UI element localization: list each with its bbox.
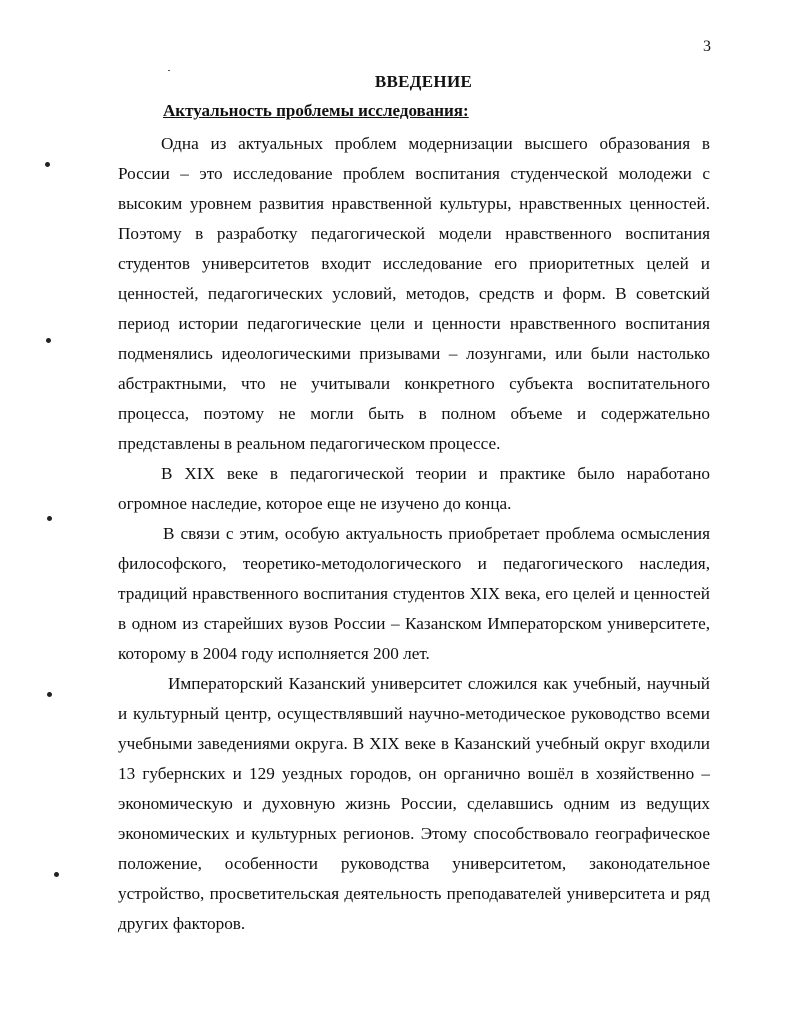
page-number: 3 xyxy=(703,38,711,55)
paragraph-3: В связи с этим, особую актуальность приобретает проблема осмысления философского, теоретико-методологического и педагогического наследия, традиций нравственного воспитания студентов XIX века, его целей и ценностей в одном из старейших вузов России – Казанском Императорском университете, которому в 2004 году исполняется 200 лет. xyxy=(118,524,710,663)
scan-dot xyxy=(47,516,52,521)
scan-speck xyxy=(168,70,170,71)
body-text xyxy=(118,129,710,939)
paragraph-1: Одна из актуальных проблем модернизации высшего образования в России – это исследование проблем воспитания студенческой молодежи с высоким уровнем развития нравственной культуры, нравственных ценностей. Поэтому в разработку педагогической модели нравственного воспитания студентов университетов входит исследование его приоритетных целей и ценностей, педагогических условий, методов, средств и форм. В советский период истории педагогические цели и ценности нравственного воспитания подменялись идеологическими призывами – лозунгами, или были настолько абстрактными, что не учитывали конкретного субъекта воспитательного процесса, поэтому не могли быть в полном объеме и содержательно представлены в реальном педагогическом процессе. xyxy=(118,134,710,453)
paragraph-4: Императорский Казанский университет сложился как учебный, научный и культурный центр, осуществлявший научно-методическое руководство всеми учебными заведениями округа. В XIX веке в Казанский учебный округ входили 13 губернских и 129 уездных городов, он органично вошёл в хозяйственно – экономическую и духовную жизнь России, сделавшись одним из ведущих экономических и культурных регионов. Этому способствовало географическое положение, особенности руководства университетом, законодательное устройство, просветительская деятельность преподавателей университета и ряд других факторов. xyxy=(118,674,710,933)
scan-dot xyxy=(45,162,50,167)
paragraph-2: В XIX веке в педагогической теории и практике было наработано огромное наследие, которое еще не изучено до конца. xyxy=(118,464,710,513)
scan-dot xyxy=(54,872,59,877)
subsection-heading: Актуальность проблемы исследования: xyxy=(163,101,469,120)
section-heading: ВВЕДЕНИЕ xyxy=(374,72,473,91)
scan-dot xyxy=(47,692,52,697)
scan-dot xyxy=(46,338,51,343)
